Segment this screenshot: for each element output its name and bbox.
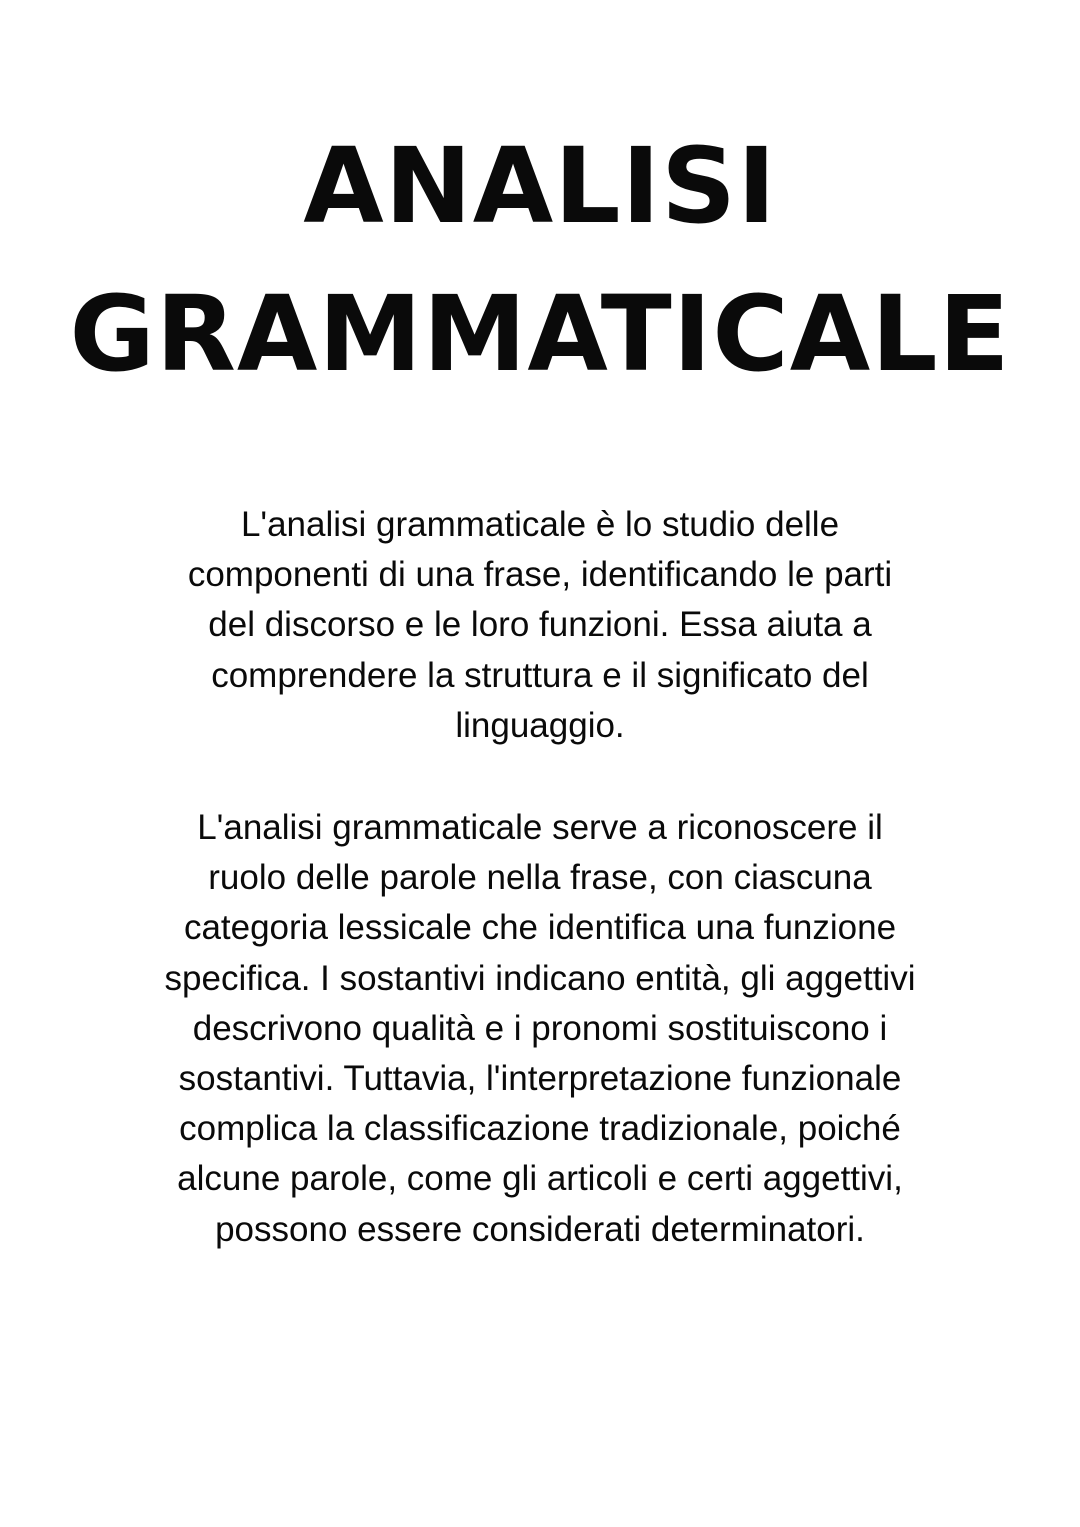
text-line: sostantivi. Tuttavia, l'interpretazione funzionale (178, 1059, 902, 1099)
text-line: possono essere considerati determinatori. (215, 1209, 865, 1249)
text-line: complica la classificazione tradizionale, poiché (179, 1109, 901, 1149)
body-paragraph (0, 803, 1080, 1255)
text-line: specifica. I sostantivi indicano entità, gli aggettivi (164, 958, 916, 998)
text-line: del discorso e le loro funzioni. Essa aiuta a (208, 605, 872, 645)
title-line-2: GRAMMATICALE (69, 273, 1011, 395)
text-line: L'analisi grammaticale serve a riconoscere il (197, 808, 883, 847)
text-line: ruolo delle parole nella frase, con ciascuna (208, 858, 872, 898)
text-line: linguaggio. (455, 705, 625, 745)
text-line: categoria lessicale che identifica una funzione (183, 908, 897, 948)
text-line: componenti di una frase, identificando le parti (187, 555, 893, 595)
intro-paragraph (0, 500, 1080, 751)
text-line: L'analisi grammaticale è lo studio delle (240, 505, 840, 544)
text-line: alcune parole, come gli articoli e certi aggettivi, (177, 1159, 903, 1199)
page-title (0, 112, 1080, 408)
text-line: descrivono qualità e i pronomi sostituiscono i (192, 1008, 888, 1048)
title-line-1: ANALISI (303, 125, 777, 247)
text-line: comprendere la struttura e il significato del (211, 655, 869, 695)
